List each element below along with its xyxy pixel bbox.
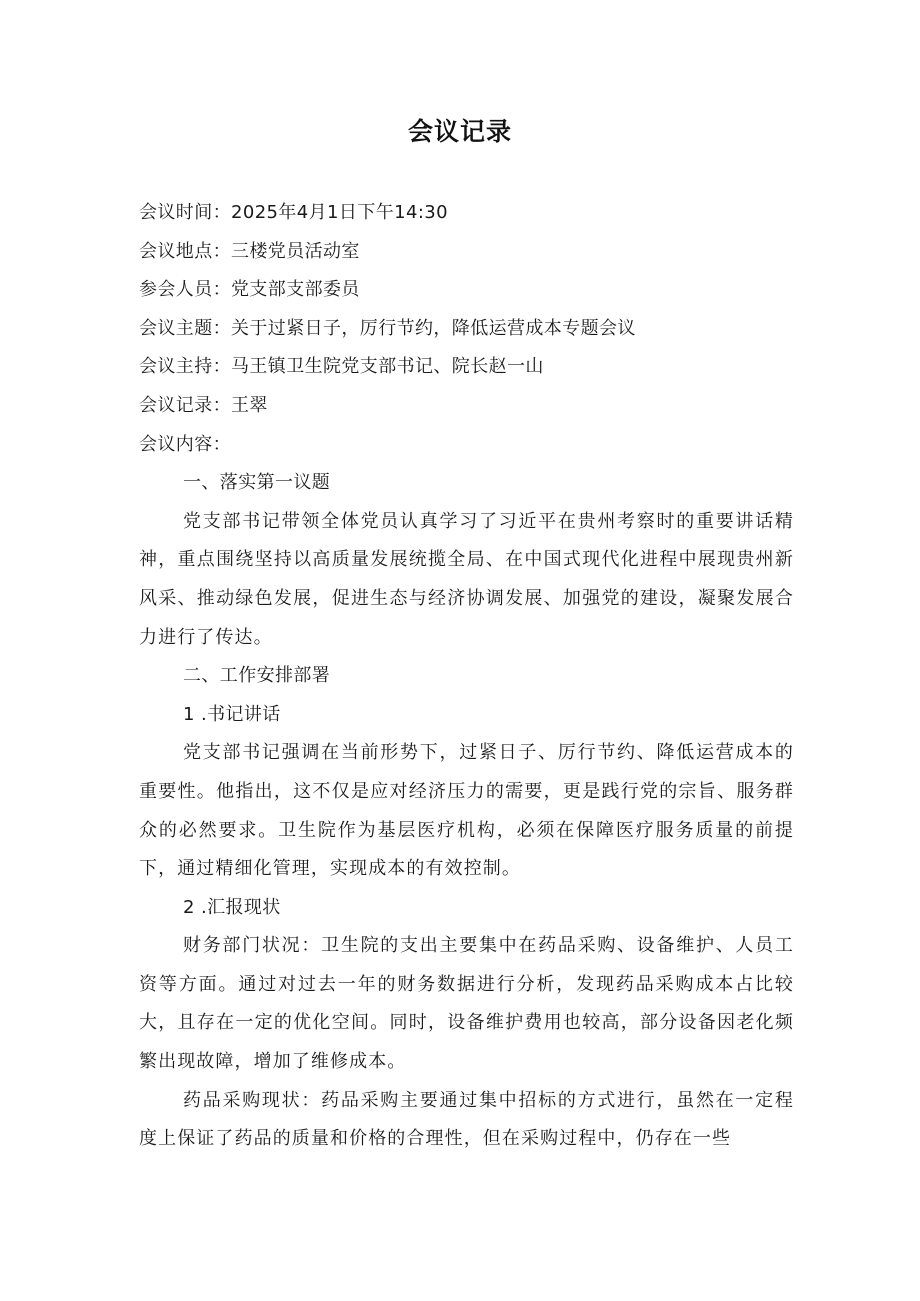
- section-1-paragraph: 党支部书记带领全体党员认真学习了习近平在贵州考察时的重要讲话精神，重点围绕坚持以高质量发展统揽全局、在中国式现代化进程中展现贵州新风采、推动绿色发展，促进生态与经济协调发展、加强党的建设，凝聚发展合力进行了传达。: [139, 510, 794, 648]
- meta-attendees-label: 参会人员：: [139, 279, 231, 301]
- meta-time: [139, 194, 794, 233]
- meta-content-label: 会议内容：: [139, 433, 231, 455]
- meta-recorder: [139, 387, 794, 426]
- drug-procurement-paragraph: 药品采购现状：药品采购主要通过集中招标的方式进行，虽然在一定程度上保证了药品的质量和价格的合理性，但在采购过程中，仍存在一些: [139, 1089, 794, 1150]
- meta-time-value: 2025年4月1日下午14:30: [231, 202, 448, 223]
- item-2-heading: 2 .汇报现状: [183, 896, 281, 918]
- meta-location-value: 三楼党员活动室: [231, 240, 360, 262]
- meta-location: [139, 233, 794, 272]
- item-1-paragraph: 党支部书记强调在当前形势下，过紧日子、厉行节约、降低运营成本的重要性。他指出，这不仅是应对经济压力的需要，更是践行党的宗旨、服务群众的必然要求。卫生院作为基层医疗机构，必须在保障医疗服务质量的前提下，通过精细化管理，实现成本的有效控制。: [139, 742, 794, 880]
- meta-topic: [139, 310, 794, 349]
- meta-location-label: 会议地点：: [139, 240, 231, 262]
- meta-recorder-label: 会议记录：: [139, 394, 231, 416]
- meta-host-label: 会议主持：: [139, 356, 231, 378]
- meta-host: [139, 348, 794, 387]
- finance-status-paragraph: 财务部门状况：卫生院的支出主要集中在药品采购、设备维护、人员工资等方面。通过对过去一年的财务数据进行分析，发现药品采购成本占比较大，且存在一定的优化空间。同时，设备维护费用也较高，部分设备因老化频繁出现故障，增加了维修成本。: [139, 935, 794, 1073]
- document-body: [139, 194, 794, 1159]
- meta-recorder-value: 王翠: [231, 394, 268, 416]
- meta-time-label: 会议时间：: [139, 202, 231, 223]
- meta-topic-value: 关于过紧日子，厉行节约，降低运营成本专题会议: [231, 317, 636, 339]
- meta-content: [139, 426, 794, 465]
- section-1-heading: 一、落实第一议题: [183, 472, 331, 494]
- meta-attendees-value: 党支部支部委员: [231, 279, 360, 301]
- meta-attendees: [139, 271, 794, 310]
- meta-host-value: 马王镇卫生院党支部书记、院长赵一山: [231, 356, 544, 378]
- meta-topic-label: 会议主题：: [139, 317, 231, 339]
- document-title: 会议记录: [407, 117, 512, 146]
- item-1-heading: 1 .书记讲话: [183, 703, 281, 725]
- section-2-heading: 二、工作安排部署: [183, 665, 331, 687]
